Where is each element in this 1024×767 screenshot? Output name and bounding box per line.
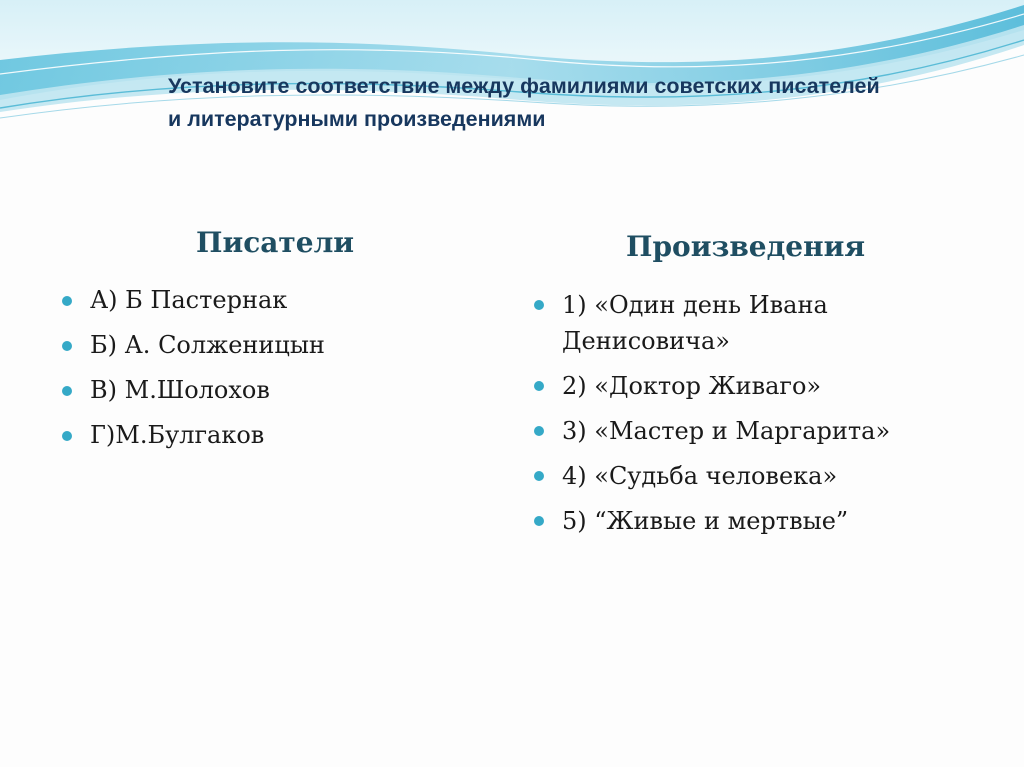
slide-title: Установите соответствие между фамилиями советских писателей и литературными произведениями [168,74,880,131]
bullet-icon [534,516,544,526]
writer-label: В) М.Шолохов [90,376,270,404]
list-item [62,330,482,361]
list-item [534,368,964,404]
works-list [534,287,964,548]
bullet-icon [62,386,72,396]
work-label: 1) «Один день Ивана Денисовича» [562,291,828,355]
bullet-icon [534,471,544,481]
writer-label: А) Б Пастернак [90,286,288,314]
work-label: 5) “Живые и мертвые” [562,507,849,535]
list-item [534,413,964,449]
writers-list [62,285,482,465]
writer-label: Г)М.Булгаков [90,421,265,449]
bullet-icon [62,296,72,306]
list-item [62,420,482,451]
list-item [534,287,964,359]
list-item [62,375,482,406]
bullet-icon [534,426,544,436]
list-item [534,503,964,539]
work-label: 3) «Мастер и Маргарита» [562,417,891,445]
list-item [62,285,482,316]
bullet-icon [62,431,72,441]
writer-label: Б) А. Солженицын [90,331,325,359]
writers-heading: Писатели [196,226,355,259]
bullet-icon [534,381,544,391]
works-heading: Произведения [626,230,866,263]
list-item [534,458,964,494]
work-label: 2) «Доктор Живаго» [562,372,822,400]
work-label: 4) «Судьба человека» [562,462,838,490]
bullet-icon [534,300,544,310]
bullet-icon [62,341,72,351]
